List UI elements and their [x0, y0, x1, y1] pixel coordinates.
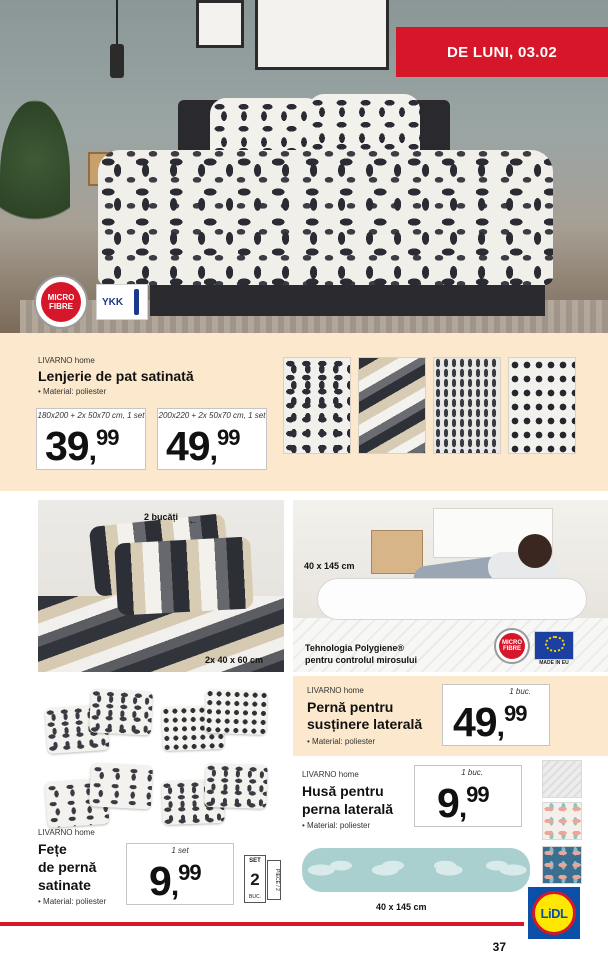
- microfibre-badge-label: MICRO FIBRE: [41, 282, 81, 322]
- swatch-stripes: [358, 357, 426, 454]
- satin-cases-unit: 1 set: [171, 846, 189, 855]
- bedding-title: Lenjerie de pat satinată: [38, 368, 194, 384]
- microfibre-badge-small: MICRO FIBRE: [494, 628, 530, 664]
- lidl-logo: [526, 885, 582, 941]
- swatch-dots: [508, 357, 576, 454]
- satin-cases-feature: • Material: poliester: [38, 897, 107, 906]
- bedding-price-box-1: [36, 408, 146, 470]
- bedding-price-2: 49,99: [166, 423, 240, 469]
- cover-swatch-blue: [542, 846, 582, 884]
- side-cover-feature: • Material: poliester: [302, 821, 371, 830]
- pillowcase-leaf-2: [204, 763, 267, 809]
- side-cover-size-caption: 40 x 145 cm: [376, 902, 427, 912]
- bedding-price-box-2: [157, 408, 267, 470]
- satin-cases-title-2: de pernă: [38, 859, 97, 875]
- striped-pillowcases-photo: [38, 500, 284, 672]
- satin-cases-title-3: satinate: [38, 877, 91, 893]
- swatch-leaves: [433, 357, 501, 454]
- side-pillow-price: 49,99: [453, 699, 527, 745]
- body-pillow: [317, 578, 587, 620]
- made-in-eu-label: MADE IN EU: [539, 660, 569, 666]
- side-pillow-title-2: susținere laterală: [307, 716, 423, 732]
- pillowcase-size-caption: 2x 40 x 60 cm: [205, 655, 264, 665]
- pillowcase-floral-2: [89, 688, 153, 735]
- bedding-price-1: 39,99: [45, 423, 119, 469]
- plant: [0, 100, 70, 250]
- side-pillow-feature: • Material: poliester: [307, 737, 376, 746]
- satin-cases-brand: LIVARNO home: [38, 828, 95, 837]
- swatch-floral: [283, 357, 351, 454]
- side-pillow-title-1: Pernă pentru: [307, 699, 394, 715]
- person-head: [518, 534, 552, 568]
- polygiene-line-1: Tehnologia Polygiene®: [305, 643, 404, 653]
- date-banner: DE LUNI, 03.02: [396, 27, 608, 77]
- eu-flag-icon: [534, 631, 574, 660]
- leaf-pattern-body-pillow: [302, 848, 530, 892]
- lidl-logo-text: LiDL: [540, 905, 568, 921]
- side-pillow-unit: 1 buc.: [509, 687, 531, 696]
- side-pillow-brand: LIVARNO home: [307, 686, 364, 695]
- bedding-size-1: 180x200 + 2x 50x70 cm, 1 set: [37, 411, 145, 420]
- satin-cases-price: 9,99: [149, 858, 201, 904]
- arrow-left-icon: ←: [188, 516, 198, 527]
- cover-swatch-grey: [542, 760, 582, 798]
- bed-base: [150, 282, 545, 316]
- polygiene-line-2: pentru controlul mirosului: [305, 655, 417, 665]
- pendant-lamp: [110, 44, 124, 78]
- ykk-zipper-badge: [96, 284, 148, 320]
- side-cover-title-1: Husă pentru: [302, 783, 384, 799]
- wall-picture-small: [196, 0, 244, 48]
- bedding-size-2: 200x220 + 2x 50x70 cm, 1 set: [158, 411, 266, 420]
- ykk-label: YKK: [102, 296, 124, 308]
- cover-swatch-pastel: [542, 802, 582, 840]
- photo-nightstand: [371, 530, 423, 574]
- pillowcase-count-caption: 2 bucăți: [144, 512, 179, 522]
- side-cover-unit: 1 buc.: [461, 768, 483, 777]
- pillowcase-paisley-2: [89, 762, 153, 809]
- body-pillow-size-caption: 40 x 145 cm: [304, 561, 355, 571]
- side-cover-brand: LIVARNO home: [302, 770, 359, 779]
- satin-cases-price-box: [126, 843, 234, 905]
- footer-red-line: [0, 922, 524, 926]
- lamp-cord: [116, 0, 118, 46]
- wall-picture-large: [255, 0, 389, 70]
- side-cover-price-box: [414, 765, 522, 827]
- eu-stars-icon: [545, 636, 565, 652]
- bedding-brand: LIVARNO home: [38, 356, 95, 365]
- side-pillow-price-box: [442, 684, 550, 746]
- zipper-icon: [134, 289, 139, 315]
- side-cover-price: 9,99: [437, 780, 489, 826]
- hero-duvet: [98, 150, 553, 285]
- set-quantity-stamp: SET 2 BUC. PIECE / 2: [244, 855, 266, 903]
- satin-cases-title-1: Fețe: [38, 841, 67, 857]
- microfibre-badge: [34, 275, 88, 329]
- page-number: 37: [492, 940, 506, 954]
- side-cover-title-2: perna laterală: [302, 801, 394, 817]
- pillowcase-dots-2: [204, 689, 267, 735]
- bedding-feature: • Material: poliester: [38, 387, 107, 396]
- striped-pillow-front: [114, 536, 254, 615]
